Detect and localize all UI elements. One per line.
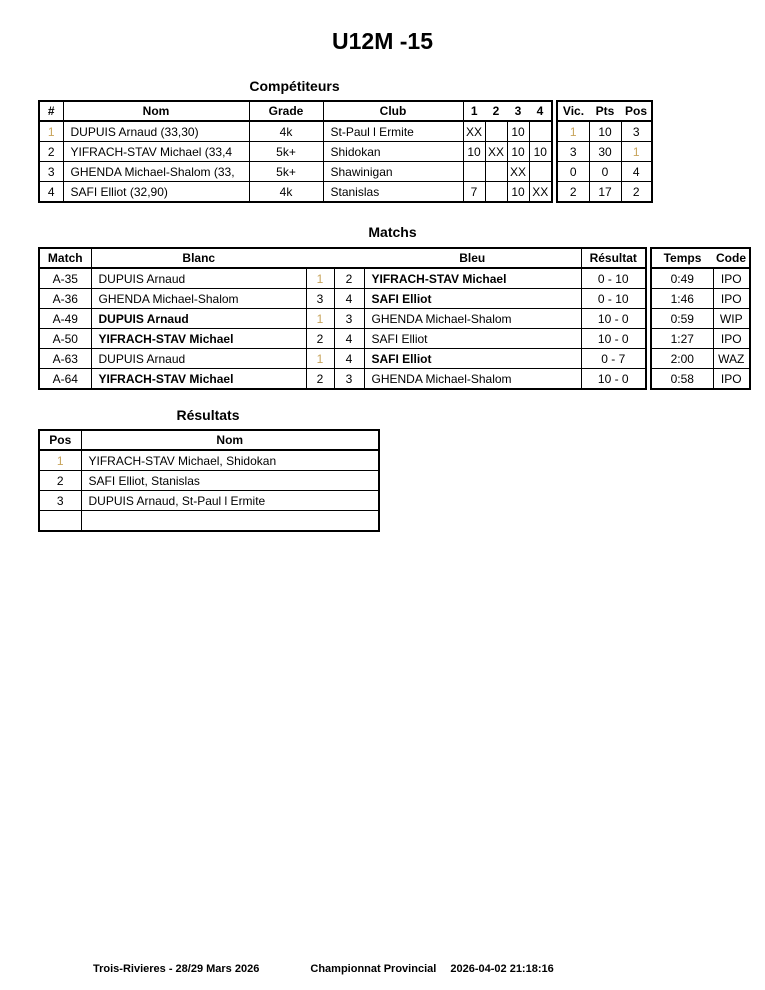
competitors-section bbox=[38, 78, 765, 203]
round1-score bbox=[463, 162, 485, 182]
white-player-num: 3 bbox=[306, 289, 334, 309]
stats-row bbox=[557, 182, 652, 203]
result-pos: 3 bbox=[39, 491, 81, 511]
results-section bbox=[38, 407, 765, 532]
blue-player-num: 3 bbox=[334, 369, 364, 390]
match-code: WAZ bbox=[713, 349, 750, 369]
result-pos bbox=[39, 511, 81, 532]
blue-player-num: 4 bbox=[334, 349, 364, 369]
points-value: 10 bbox=[589, 121, 621, 142]
footer-event-location: Trois-Rivieres - 28/29 Mars 2026 bbox=[93, 963, 260, 975]
points-value: 0 bbox=[589, 162, 621, 182]
result-pos: 2 bbox=[39, 471, 81, 491]
competitor-name: SAFI Elliot (32,90) bbox=[63, 182, 249, 203]
white-player: DUPUIS Arnaud bbox=[91, 349, 306, 369]
round1-score: XX bbox=[463, 121, 485, 142]
points-value: 30 bbox=[589, 142, 621, 162]
results-table bbox=[38, 429, 380, 532]
competitors-stats-table bbox=[556, 100, 653, 203]
blue-player: GHENDA Michael-Shalom bbox=[364, 369, 581, 390]
col-header-blue: Bleu bbox=[364, 248, 581, 268]
round4-score bbox=[529, 162, 552, 182]
footer-generated-timestamp: 2026-04-02 21:18:16 bbox=[450, 963, 554, 975]
competitor-row bbox=[39, 142, 552, 162]
col-header-round2: 2 bbox=[485, 101, 507, 121]
competitor-row bbox=[39, 182, 552, 203]
competitor-row bbox=[39, 162, 552, 182]
round1-score: 7 bbox=[463, 182, 485, 203]
match-row bbox=[39, 349, 646, 369]
white-player-num: 1 bbox=[306, 268, 334, 289]
matches-section bbox=[38, 224, 765, 390]
match-time: 2:00 bbox=[651, 349, 713, 369]
results-header-row bbox=[39, 430, 379, 450]
col-header-time: Temps bbox=[651, 248, 713, 268]
match-result: 10 - 0 bbox=[581, 329, 646, 349]
col-header-round3: 3 bbox=[507, 101, 529, 121]
result-name: SAFI Elliot, Stanislas bbox=[81, 471, 379, 491]
col-header-position: Pos bbox=[621, 101, 652, 121]
footer-event-name: Championnat Provincial bbox=[310, 963, 437, 975]
round2-score bbox=[485, 182, 507, 203]
position-value: 1 bbox=[621, 142, 652, 162]
blue-player-num: 2 bbox=[334, 268, 364, 289]
round3-score: 10 bbox=[507, 142, 529, 162]
col-header-white: Blanc bbox=[91, 248, 306, 268]
blue-player: SAFI Elliot bbox=[364, 349, 581, 369]
result-row bbox=[39, 471, 379, 491]
col-header-pos: Pos bbox=[39, 430, 81, 450]
col-header-match: Match bbox=[39, 248, 91, 268]
match-code: WIP bbox=[713, 309, 750, 329]
competitor-club: Stanislas bbox=[323, 182, 463, 203]
match-time: 1:46 bbox=[651, 289, 713, 309]
round3-score: 10 bbox=[507, 121, 529, 142]
stats-header-row bbox=[557, 101, 652, 121]
result-row bbox=[39, 491, 379, 511]
competitor-grade: 4k bbox=[249, 121, 323, 142]
round4-score: XX bbox=[529, 182, 552, 203]
match-id: A-50 bbox=[39, 329, 91, 349]
stats-row bbox=[557, 142, 652, 162]
position-value: 2 bbox=[621, 182, 652, 203]
match-id: A-63 bbox=[39, 349, 91, 369]
time-row bbox=[651, 309, 750, 329]
time-row bbox=[651, 349, 750, 369]
page-title: U12M -15 bbox=[332, 28, 433, 54]
points-value: 17 bbox=[589, 182, 621, 203]
match-row bbox=[39, 289, 646, 309]
col-header-num: # bbox=[39, 101, 63, 121]
result-name bbox=[81, 511, 379, 532]
round4-score bbox=[529, 121, 552, 142]
match-code: IPO bbox=[713, 268, 750, 289]
competitors-tables bbox=[38, 100, 765, 203]
competitor-grade: 5k+ bbox=[249, 142, 323, 162]
result-row bbox=[39, 511, 379, 532]
match-result: 0 - 10 bbox=[581, 289, 646, 309]
competitor-row bbox=[39, 121, 552, 142]
competitor-name: DUPUIS Arnaud (33,30) bbox=[63, 121, 249, 142]
competitor-num: 3 bbox=[39, 162, 63, 182]
match-code: IPO bbox=[713, 289, 750, 309]
match-result: 10 - 0 bbox=[581, 309, 646, 329]
competitor-club: Shawinigan bbox=[323, 162, 463, 182]
result-row bbox=[39, 450, 379, 471]
match-time: 0:58 bbox=[651, 369, 713, 390]
col-header-name: Nom bbox=[81, 430, 379, 450]
blue-player: SAFI Elliot bbox=[364, 329, 581, 349]
match-row bbox=[39, 369, 646, 390]
col-header-victories: Vic. bbox=[557, 101, 589, 121]
match-time: 0:59 bbox=[651, 309, 713, 329]
white-player: GHENDA Michael-Shalom bbox=[91, 289, 306, 309]
matches-heading: Matchs bbox=[368, 224, 417, 240]
match-result: 0 - 10 bbox=[581, 268, 646, 289]
col-header-club: Club bbox=[323, 101, 463, 121]
col-header-code: Code bbox=[713, 248, 750, 268]
round2-score bbox=[485, 121, 507, 142]
match-row bbox=[39, 268, 646, 289]
victories-value: 3 bbox=[557, 142, 589, 162]
time-row bbox=[651, 289, 750, 309]
result-name: YIFRACH-STAV Michael, Shidokan bbox=[81, 450, 379, 471]
blue-player-num: 4 bbox=[334, 289, 364, 309]
competitor-name: GHENDA Michael-Shalom (33, bbox=[63, 162, 249, 182]
white-player-num: 1 bbox=[306, 309, 334, 329]
match-code: IPO bbox=[713, 369, 750, 390]
match-id: A-64 bbox=[39, 369, 91, 390]
competitors-header-row bbox=[39, 101, 552, 121]
competitor-grade: 5k+ bbox=[249, 162, 323, 182]
stats-row bbox=[557, 121, 652, 142]
matches-time-table bbox=[650, 247, 751, 390]
col-header-name: Nom bbox=[63, 101, 249, 121]
time-row bbox=[651, 369, 750, 390]
blue-player-num: 4 bbox=[334, 329, 364, 349]
results-heading: Résultats bbox=[176, 407, 240, 423]
competitor-club: Shidokan bbox=[323, 142, 463, 162]
victories-value: 0 bbox=[557, 162, 589, 182]
page-footer bbox=[0, 963, 765, 975]
match-id: A-36 bbox=[39, 289, 91, 309]
match-result: 10 - 0 bbox=[581, 369, 646, 390]
round2-score: XX bbox=[485, 142, 507, 162]
col-header-white-num bbox=[306, 248, 334, 268]
competitors-heading: Compétiteurs bbox=[249, 78, 340, 94]
col-header-blue-num bbox=[334, 248, 364, 268]
white-player: YIFRACH-STAV Michael bbox=[91, 329, 306, 349]
position-value: 4 bbox=[621, 162, 652, 182]
victories-value: 1 bbox=[557, 121, 589, 142]
col-header-result: Résultat bbox=[581, 248, 646, 268]
match-time: 0:49 bbox=[651, 268, 713, 289]
time-header-row bbox=[651, 248, 750, 268]
match-row bbox=[39, 309, 646, 329]
blue-player: YIFRACH-STAV Michael bbox=[364, 268, 581, 289]
white-player: DUPUIS Arnaud bbox=[91, 268, 306, 289]
competitor-grade: 4k bbox=[249, 182, 323, 203]
round4-score: 10 bbox=[529, 142, 552, 162]
time-row bbox=[651, 268, 750, 289]
match-row bbox=[39, 329, 646, 349]
round1-score: 10 bbox=[463, 142, 485, 162]
col-header-round1: 1 bbox=[463, 101, 485, 121]
round3-score: XX bbox=[507, 162, 529, 182]
matches-header-row bbox=[39, 248, 646, 268]
match-time: 1:27 bbox=[651, 329, 713, 349]
col-header-points: Pts bbox=[589, 101, 621, 121]
col-header-round4: 4 bbox=[529, 101, 552, 121]
stats-row bbox=[557, 162, 652, 182]
round2-score bbox=[485, 162, 507, 182]
blue-player-num: 3 bbox=[334, 309, 364, 329]
matches-table bbox=[38, 247, 647, 390]
white-player-num: 2 bbox=[306, 369, 334, 390]
match-result: 0 - 7 bbox=[581, 349, 646, 369]
result-pos: 1 bbox=[39, 450, 81, 471]
competitor-num: 4 bbox=[39, 182, 63, 203]
blue-player: GHENDA Michael-Shalom bbox=[364, 309, 581, 329]
matches-tables bbox=[38, 247, 765, 390]
white-player-num: 1 bbox=[306, 349, 334, 369]
competitor-num: 2 bbox=[39, 142, 63, 162]
match-id: A-49 bbox=[39, 309, 91, 329]
competitor-name: YIFRACH-STAV Michael (33,4 bbox=[63, 142, 249, 162]
competitors-table bbox=[38, 100, 553, 203]
time-row bbox=[651, 329, 750, 349]
blue-player: SAFI Elliot bbox=[364, 289, 581, 309]
white-player-num: 2 bbox=[306, 329, 334, 349]
col-header-grade: Grade bbox=[249, 101, 323, 121]
result-name: DUPUIS Arnaud, St-Paul l Ermite bbox=[81, 491, 379, 511]
white-player: DUPUIS Arnaud bbox=[91, 309, 306, 329]
victories-value: 2 bbox=[557, 182, 589, 203]
match-code: IPO bbox=[713, 329, 750, 349]
match-id: A-35 bbox=[39, 268, 91, 289]
competitor-num: 1 bbox=[39, 121, 63, 142]
competitor-club: St-Paul l Ermite bbox=[323, 121, 463, 142]
white-player: YIFRACH-STAV Michael bbox=[91, 369, 306, 390]
round3-score: 10 bbox=[507, 182, 529, 203]
position-value: 3 bbox=[621, 121, 652, 142]
